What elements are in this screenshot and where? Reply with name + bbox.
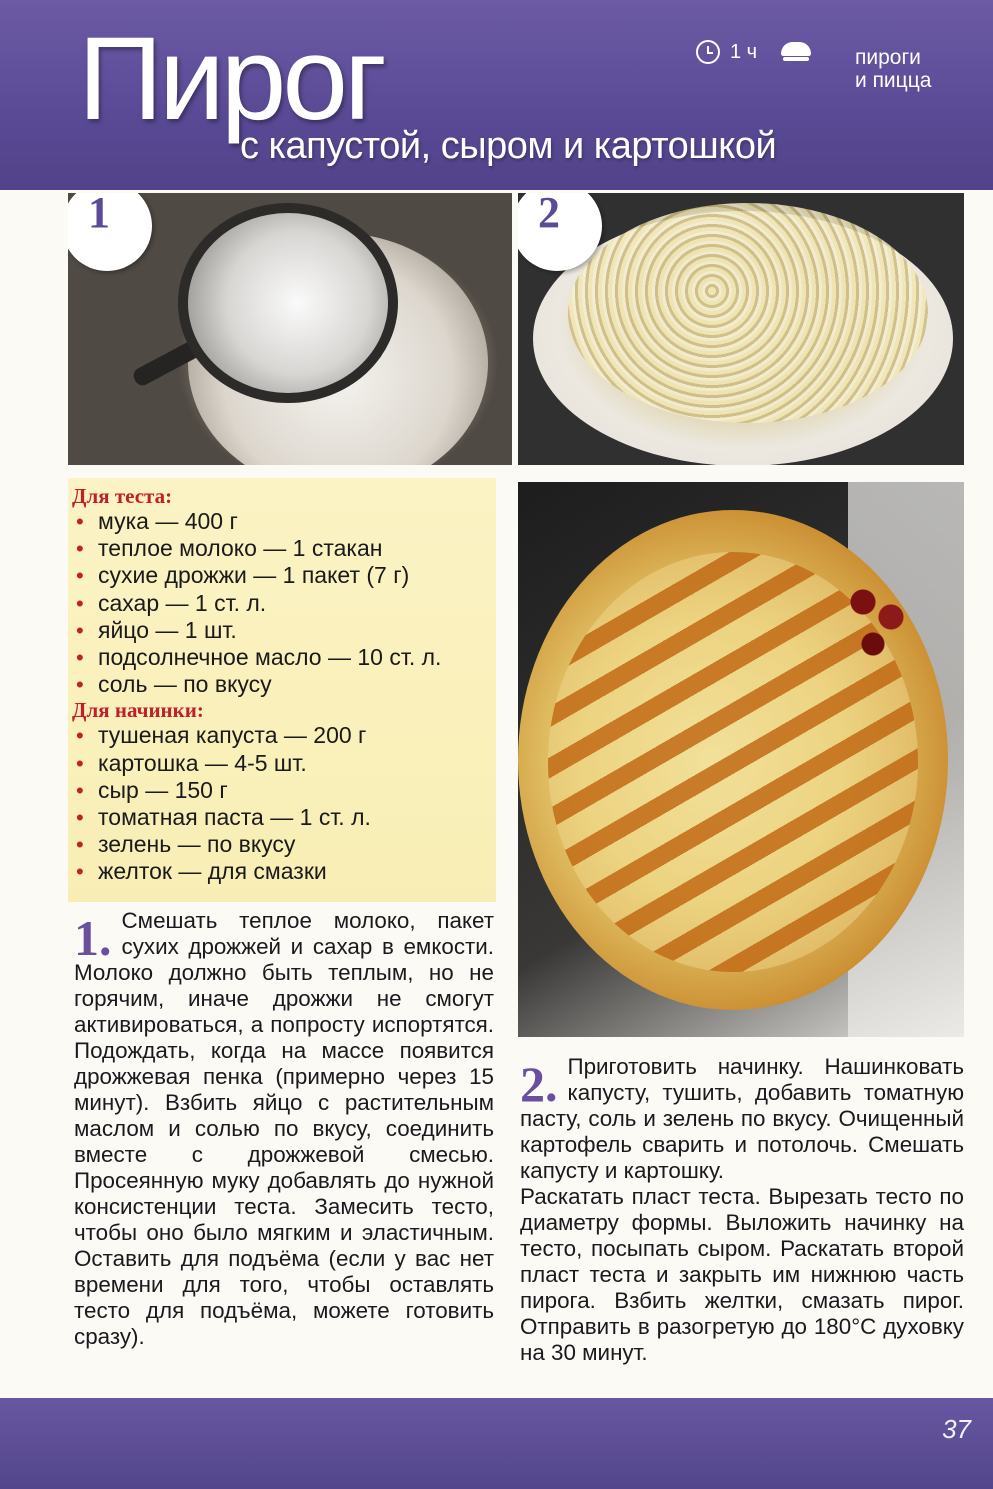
- step-1: [74, 908, 494, 1350]
- list-item: • теплое молоко — 1 стакан: [68, 535, 496, 562]
- berries-image: [843, 582, 913, 672]
- recipe-meta: [696, 40, 811, 64]
- pie-icon: [781, 42, 811, 62]
- list-item: • яйцо — 1 шт.: [68, 617, 496, 644]
- clock-icon: [696, 40, 720, 64]
- list-item: • картошка — 4-5 шт.: [68, 750, 496, 777]
- list-item: • желток — для смазки: [68, 858, 496, 885]
- step-text: Смешать теплое молоко, пакет сухих дрожжей и сахар в емкости. Молоко должно быть теплым, но не горячим, иначе дрожжи не смогут активироваться, а попросту испортятся. Подождать, когда на массе появится дрожжевая пенка (примерно через 15 минут). Взбить яйцо с растительным маслом и солью по вкусу, соединить вместе с дрожжевой смесью. Просеянную муку добавлять до нужной консистенции теста. Замесить тесто, чтобы оно было мягким и эластичным. Оставить для подъёма (если у вас нет времени для того, чтобы оставлять тесто для подъёма, можете готовить сразу).: [74, 908, 494, 1349]
- finished-pie-photo: [518, 482, 964, 1037]
- filling-list: [68, 722, 496, 885]
- category-line-2: и пицца: [855, 69, 932, 92]
- page-title: Пирог: [78, 13, 384, 145]
- sieve-image: [178, 203, 398, 403]
- category-line-1: пироги: [855, 46, 921, 69]
- step-badge-number: 1: [88, 193, 110, 237]
- filling-heading: Для начинки:: [72, 698, 204, 723]
- filling-image: [568, 203, 928, 423]
- header-banner: [0, 0, 993, 190]
- ingredients-box: [68, 478, 496, 902]
- list-item: • подсолнечное масло — 10 ст. л.: [68, 644, 496, 671]
- list-item: • тушеная капуста — 200 г: [68, 722, 496, 749]
- dough-list: [68, 508, 496, 698]
- step-number: 2.: [520, 1056, 558, 1112]
- step-text-continued: Раскатать пласт теста. Вырезать тесто по диаметру формы. Выложить начинку на тесто, посыпать сыром. Раскатать второй пласт теста и закрыть им нижнюю часть пирога. Взбить желтки, смазать пирог. Отправить в разогретую до 180°С духовку на 30 минут.: [520, 1184, 964, 1365]
- step-2: [520, 1054, 964, 1366]
- cooking-time: 1 ч: [730, 40, 758, 63]
- list-item: • мука — 400 г: [68, 508, 496, 535]
- step-badge-number: 2: [538, 193, 560, 237]
- list-item: • зелень — по вкусу: [68, 831, 496, 858]
- list-item: • сыр — 150 г: [68, 777, 496, 804]
- page-number: 37: [942, 1414, 971, 1444]
- page-subtitle: с капустой, сыром и картошкой: [240, 125, 777, 167]
- list-item: • томатная паста — 1 ст. л.: [68, 804, 496, 831]
- list-item: • сухие дрожжи — 1 пакет (7 г): [68, 562, 496, 589]
- list-item: • соль — по вкусу: [68, 671, 496, 698]
- step-1-photo: [68, 193, 512, 465]
- step-text: Приготовить начинку. Нашинковать капусту, тушить, добавить томатную пасту, соль и зелень по вкусу. Очищенный картофель сварить и потолочь. Смешать капусту и картошку.: [520, 1054, 964, 1183]
- footer-band: [0, 1398, 993, 1489]
- step-badge: [68, 193, 152, 271]
- step-2-photo: [518, 193, 964, 465]
- step-number: 1.: [74, 910, 112, 966]
- category-label: [855, 46, 931, 92]
- dough-heading: Для теста:: [72, 484, 173, 508]
- list-item: • сахар — 1 ст. л.: [68, 590, 496, 617]
